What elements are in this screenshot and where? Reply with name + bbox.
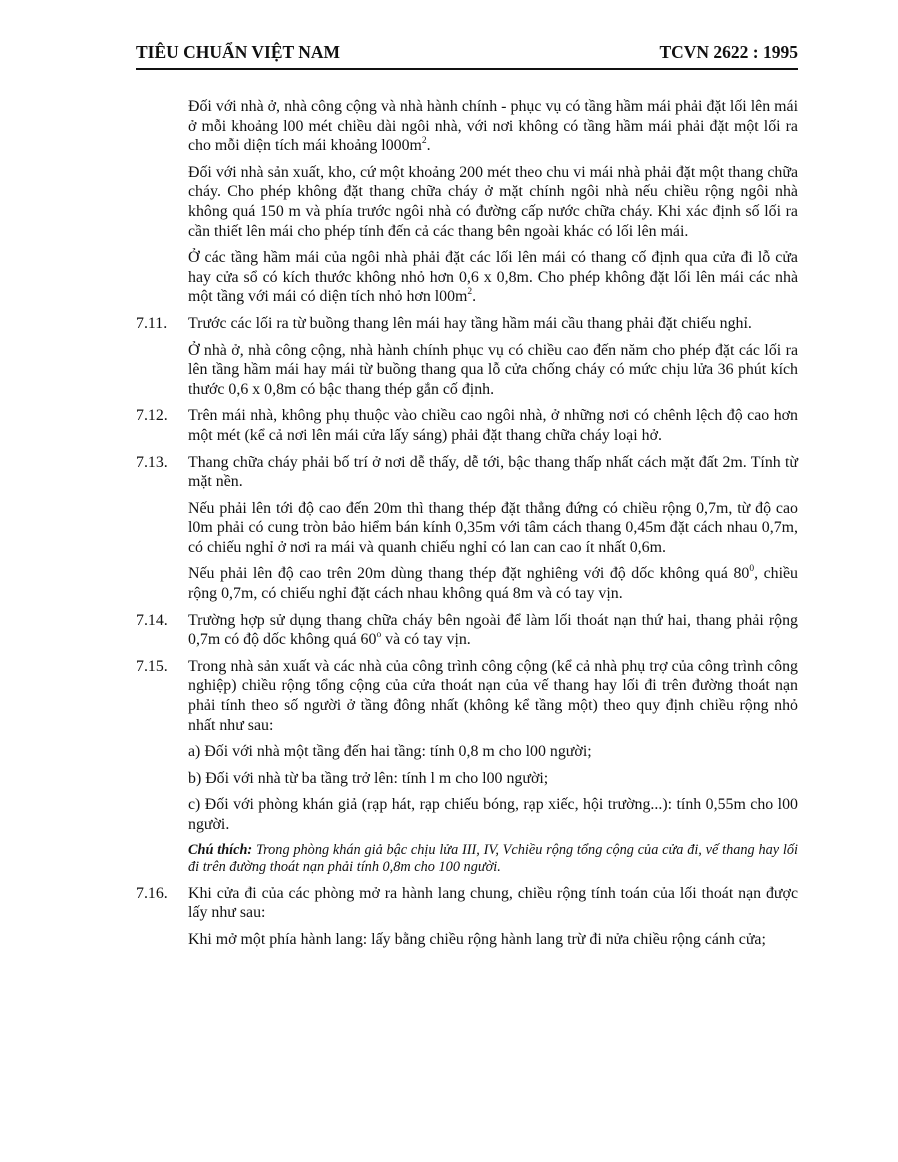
paragraph-text: Khi cửa đi của các phòng mở ra hành lang chung, chiều rộng tính toán của lối thoát nạn được lấy như sau: (188, 884, 798, 922)
paragraph-text: Trên mái nhà, không phụ thuộc vào chiều cao ngôi nhà, ở những nơi có chênh lệch độ cao hơn một mét (kể cả nơi lên mái cửa lấy sáng) phải đặt thang chữa cháy loại hở. (188, 407, 798, 444)
superscript: 2 (467, 287, 473, 298)
paragraph-text: Đối với nhà ở, nhà công cộng và nhà hành chính - phục vụ có tầng hầm mái phải đặt lối lên mái ở mỗi khoảng l00 mét chiều dài ngôi nhà, với nơi không có tầng hầm mái phải đặt một lối ra cho mỗi diện tích mái khoảng l000m (188, 98, 798, 155)
note (136, 842, 798, 877)
clause-number: 7.12. (136, 407, 168, 425)
note-text: Trong phòng khán giả bậc chịu lửa III, IV, Vchiều rộng tổng cộng của cửa đi, vế thang hay lối đi trên đường thoát nạn phải tính 0,8m cho 100 người. (188, 841, 798, 876)
standard-code: TCVN 2622 : 1995 (659, 42, 798, 62)
paragraph-text: a) Đối với nhà một tầng đến hai tầng: tính 0,8 m cho l00 người; (188, 743, 592, 761)
superscript: o (376, 629, 382, 640)
clause-7-13 (136, 453, 798, 492)
paragraph-text: Trong nhà sản xuất và các nhà của công trình công cộng (kể cả nhà phụ trợ của công trình công nghiệp) chiều rộng tổng cộng của cửa thoát nạn của vế thang hay lối đi trên đường thoát nạn phải tính theo số người ở tầng đông nhất (không kể tầng một) theo quy định chiều rộng nhỏ nhất như sau: (188, 657, 798, 734)
paragraph-one-side-corridor (136, 930, 798, 950)
paragraph-roof-exits-housing (136, 97, 798, 156)
superscript: 0 (749, 564, 755, 575)
paragraph-tail: , chiều rộng 0,7m, có chiếu nghỉ đặt cách nhau không quá 8m và có tay vịn. (188, 565, 799, 603)
paragraph-text: Trường hợp sử dụng thang chữa cháy bên ngoài để làm lối thoát nạn thứ hai, thang phải rộng 0,7m có độ dốc không quá 60 (188, 611, 798, 649)
paragraph-tail: và có tay vịn. (381, 631, 471, 649)
paragraph-inclined-ladder (136, 564, 798, 603)
clause-number: 7.14. (136, 611, 168, 629)
paragraph-text: Nếu phải lên tới độ cao đến 20m thì thang thép đặt thẳng đứng có chiều rộng 0,7m, từ độ cao l0m phải có cung tròn bảo hiểm bán kính 0,35m với tâm cách thang 0,45m đặt cách nhau 0,7m, có chiếu nghỉ ở nơi ra mái và quanh chiếu nghỉ có lan can cao ít nhất 0,6m. (188, 499, 798, 556)
paragraph-text: Ở các tầng hầm mái của ngôi nhà phải đặt các lối lên mái có thang cố định qua cửa đi lỗ cửa hay cửa sổ có kích thước không nhỏ hơn 0,6 x 0,8m. Cho phép không đặt lối lên mái các nhà một tầng với mái có diện tích nhỏ hơn l00m (188, 249, 798, 306)
paragraph-text: Nếu phải lên độ cao trên 20m dùng thang thép đặt nghiêng với độ dốc không quá 80 (188, 565, 750, 583)
paragraph-text: Ở nhà ở, nhà công cộng, nhà hành chính phục vụ có chiều cao đến năm cho phép đặt các lối ra lên tầng hầm mái hay mái từ buồng thang qua lỗ cửa chống cháy có mức chịu lửa 36 phút kích thước 0,6 x 0,8m có bậc thang thép gắn cố định. (188, 341, 798, 398)
list-item-c (136, 795, 798, 834)
paragraph-text: Trước các lối ra từ buồng thang lên mái hay tầng hầm mái cầu thang phải đặt chiếu nghỉ. (188, 314, 752, 332)
page-header (136, 38, 798, 70)
clause-7-14 (136, 611, 798, 650)
clause-7-15 (136, 657, 798, 735)
document-body (136, 97, 798, 957)
paragraph-text: Khi mở một phía hành lang: lấy bằng chiều rộng hành lang trừ đi nửa chiều rộng cánh cửa; (188, 930, 766, 948)
list-item-b (136, 769, 798, 789)
paragraph-text: c) Đối với phòng khán giả (rạp hát, rạp chiếu bóng, rạp xiếc, hội trường...): tính 0,55m cho l00 người. (188, 796, 798, 833)
clause-7-11 (136, 314, 798, 334)
paragraph-text: Đối với nhà sản xuất, kho, cứ một khoảng 200 mét theo chu vi mái nhà phải đặt một thang chữa cháy. Cho phép không đặt thang chữa cháy ở mặt chính ngôi nhà nếu chiều rộng ngôi nhà không quá 150 m và phía trước ngôi nhà có đường cấp nước chữa cháy. Khi xác định số lối ra cần thiết lên mái cho phép tính đến cả các thang bên ngoài khác có lối lên mái. (188, 163, 798, 240)
list-item-a (136, 742, 798, 762)
paragraph-tail: . (472, 288, 477, 306)
paragraph-text: Thang chữa cháy phải bố trí ở nơi dễ thấy, dễ tới, bậc thang thấp nhất cách mặt đất 2m. Tính từ mặt nền. (188, 453, 798, 491)
standard-title: TIÊU CHUẨN VIỆT NAM (136, 42, 341, 62)
superscript: 2 (421, 135, 427, 146)
paragraph-attic-exits (136, 248, 798, 307)
clause-number: 7.15. (136, 657, 168, 675)
paragraph-vertical-ladder (136, 499, 798, 558)
paragraph-stair-hatch (136, 341, 798, 400)
note-label: Chú thích: (188, 841, 253, 858)
clause-number: 7.11. (136, 314, 168, 332)
clause-7-16 (136, 884, 798, 923)
paragraph-text: b) Đối với nhà từ ba tầng trở lên: tính l m cho l00 người; (188, 769, 549, 787)
clause-number: 7.13. (136, 453, 168, 471)
paragraph-tail: . (426, 137, 431, 155)
paragraph-roof-exits-industrial (136, 163, 798, 241)
clause-7-12 (136, 406, 798, 445)
clause-number: 7.16. (136, 884, 168, 902)
